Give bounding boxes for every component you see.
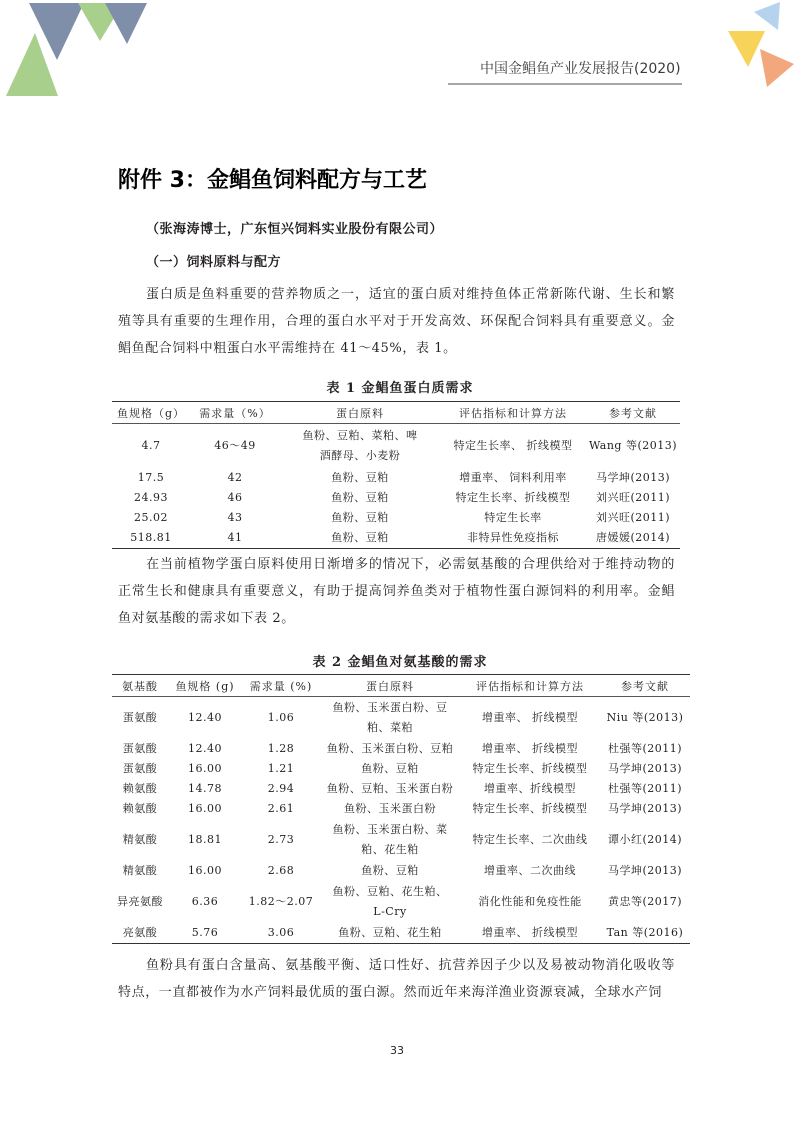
column-header: 需求量 (%) xyxy=(242,675,320,697)
table-cell: 鱼粉、豆粕、花生粕、L-Cry xyxy=(332,885,448,918)
table-cell: Wang 等(2013) xyxy=(588,439,678,452)
table-cell: 43 xyxy=(227,511,243,524)
table-cell: 46～49 xyxy=(214,439,256,452)
table-cell: 增重率、 折线模型 xyxy=(460,923,600,944)
table-cell: 蛋氨酸 xyxy=(122,742,158,755)
protein-requirement-table xyxy=(112,401,680,549)
table-cell: 异亮氨酸 xyxy=(117,895,163,908)
table-cell: 4.7 xyxy=(141,439,161,452)
table-cell: 2.73 xyxy=(267,833,295,846)
section-heading: （一）饲料原料与配方 xyxy=(146,255,282,270)
table-cell: 18.81 xyxy=(188,833,222,846)
table-cell: 特定生长率、折线模型 xyxy=(472,802,588,815)
column-header: 氨基酸 xyxy=(112,675,168,697)
table1-caption: 表 1 金鲳鱼蛋白质需求 xyxy=(326,381,474,396)
table-cell: 杜强等(2011) xyxy=(607,742,683,755)
table-cell: 1.28 xyxy=(267,742,295,755)
table-cell: 鱼粉、豆粕 xyxy=(331,471,389,484)
table-cell: Tan 等(2016) xyxy=(600,923,690,944)
table-cell: 特定生长率、折线模型 xyxy=(455,491,571,504)
table-cell: 25.02 xyxy=(134,511,168,524)
table-cell: 亮氨酸 xyxy=(112,923,168,944)
column-header: 蛋白原料 xyxy=(320,675,460,697)
paragraph-protein: 蛋白质是鱼料重要的营养物质之一，适宜的蛋白质对维持鱼体正常新陈代谢、生长和繁殖等具有重要的生理作用，合理的蛋白水平对于开发高效、环保配合饲料具有重要意义。金鲳鱼配合饲料中粗蛋白水平需维持在 41～45%，表 1。 xyxy=(118,287,675,356)
table-row xyxy=(112,739,690,759)
table-cell: 增重率、折线模型 xyxy=(484,782,576,795)
table-row xyxy=(112,468,680,488)
table-cell: 鱼粉、豆粕 xyxy=(361,864,419,877)
table-row xyxy=(112,528,680,549)
table-row xyxy=(112,799,690,819)
table-cell: 特定生长率、二次曲线 xyxy=(472,833,588,846)
table-cell: 马学坤(2013) xyxy=(607,762,683,775)
table-row xyxy=(112,759,690,779)
table-cell: 特定生长率、折线模型 xyxy=(472,762,588,775)
table-cell: 16.00 xyxy=(188,864,222,877)
table-cell: 马学坤(2013) xyxy=(607,864,683,877)
table-cell: 蛋氨酸 xyxy=(122,711,158,724)
table-cell: 刘兴旺(2011) xyxy=(595,511,671,524)
table-cell: 42 xyxy=(227,471,243,484)
table-header-row xyxy=(112,675,690,697)
table-cell: 16.00 xyxy=(188,802,222,815)
table-cell: 马学坤(2013) xyxy=(607,802,683,815)
table-cell: 特定生长率、 折线模型 xyxy=(453,439,573,452)
column-header: 蛋白原料 xyxy=(280,402,440,424)
table-cell: 鱼粉、玉米蛋白粉、菜粕、花生粕 xyxy=(332,823,448,856)
table2-caption: 表 2 金鲳鱼对氨基酸的需求 xyxy=(312,655,488,670)
table-cell: Niu 等(2013) xyxy=(606,711,684,724)
paragraph-amino-acid: 在当前植物学蛋白原料使用日渐增多的情况下，必需氨基酸的合理供给对于维持动物的正常生长和健康具有重要意义，有助于提高饲养鱼类对于植物性蛋白源饲料的利用率。金鲳鱼对氨基酸的需求如下表 2。 xyxy=(118,557,675,626)
table-cell: 增重率、 折线模型 xyxy=(482,711,578,724)
table-cell: 1.82～2.07 xyxy=(248,895,314,908)
table-cell: 黄忠等(2017) xyxy=(607,895,683,908)
column-header: 评估指标和计算方法 xyxy=(460,675,600,697)
amino-acid-requirement-table xyxy=(112,674,690,944)
table-cell: 518.81 xyxy=(112,528,190,549)
table-cell: 唐媛媛(2014) xyxy=(586,528,680,549)
table-cell: 17.5 xyxy=(137,471,165,484)
table-cell: 增重率、二次曲线 xyxy=(484,864,576,877)
table-cell: 鱼粉、玉米蛋白粉、豆粕 xyxy=(326,742,454,755)
table-row xyxy=(112,881,690,923)
table-cell: 刘兴旺(2011) xyxy=(595,491,671,504)
paragraph-fishmeal: 鱼粉具有蛋白含量高、氨基酸平衡、适口性好、抗营养因子少以及易被动物消化吸收等特点，一直都被作为水产饲料最优质的蛋白源。然而近年来海洋渔业资源衰减，全球水产饲 xyxy=(118,958,675,1000)
table-cell: 特定生长率 xyxy=(484,511,542,524)
triangle-sky xyxy=(754,2,780,30)
table-cell: 鱼粉、豆粕 xyxy=(331,511,389,524)
table-cell: 2.94 xyxy=(267,782,295,795)
column-header: 参考文献 xyxy=(600,675,690,697)
triangle-yellow xyxy=(728,31,765,67)
table-cell: 12.40 xyxy=(188,742,222,755)
table-row xyxy=(112,424,680,469)
triangle-slate-right xyxy=(105,3,147,44)
column-header: 鱼规格 (g) xyxy=(168,675,242,697)
table-cell: 2.68 xyxy=(267,864,295,877)
table-row xyxy=(112,488,680,508)
table-cell: 消化性能和免疫性能 xyxy=(478,895,582,908)
table-cell: 12.40 xyxy=(188,711,222,724)
table-cell: 鱼粉、豆粕、玉米蛋白粉 xyxy=(326,782,454,795)
header-divider xyxy=(448,83,682,85)
table-cell: 鱼粉、豆粕 xyxy=(331,491,389,504)
table-cell: 5.76 xyxy=(168,923,242,944)
table-cell: 精氨酸 xyxy=(122,864,158,877)
table-cell: 1.21 xyxy=(267,762,295,775)
running-header-title: 中国金鲳鱼产业发展报告(2020) xyxy=(480,61,681,77)
author-affiliation: （张海涛博士，广东恒兴饲料实业股份有限公司） xyxy=(146,222,444,237)
table-cell: 2.61 xyxy=(267,802,295,815)
table-cell: 14.78 xyxy=(188,782,222,795)
table-row xyxy=(112,923,690,944)
table-cell: 谭小红(2014) xyxy=(607,833,683,846)
table-cell: 41 xyxy=(190,528,280,549)
table-cell: 蛋氨酸 xyxy=(122,762,158,775)
column-header: 参考文献 xyxy=(586,402,680,424)
table-cell: 增重率、 折线模型 xyxy=(482,742,578,755)
table-row xyxy=(112,861,690,881)
column-header: 需求量（%） xyxy=(190,402,280,424)
table-header-row xyxy=(112,402,680,424)
table-cell: 3.06 xyxy=(242,923,320,944)
table-cell: 赖氨酸 xyxy=(122,802,158,815)
table-cell: 非特异性免疫指标 xyxy=(440,528,586,549)
header-decoration xyxy=(0,0,794,100)
table-cell: 鱼粉、玉米蛋白粉、豆粕、菜粕 xyxy=(332,701,448,734)
table-cell: 马学坤(2013) xyxy=(595,471,671,484)
table-cell: 6.36 xyxy=(191,895,219,908)
table-cell: 24.93 xyxy=(134,491,168,504)
table-cell: 增重率、 饲料利用率 xyxy=(459,471,567,484)
table-row xyxy=(112,779,690,799)
table-cell: 鱼粉、豆粕 xyxy=(361,762,419,775)
table-cell: 精氨酸 xyxy=(122,833,158,846)
column-header: 鱼规格（g） xyxy=(112,402,190,424)
table-cell: 16.00 xyxy=(188,762,222,775)
table-cell: 46 xyxy=(227,491,243,504)
chapter-title: 附件 3：金鲳鱼饲料配方与工艺 xyxy=(118,168,427,193)
table-cell: 1.06 xyxy=(267,711,295,724)
table-row xyxy=(112,697,690,740)
table-row xyxy=(112,508,680,528)
table-cell: 鱼粉、玉米蛋白粉 xyxy=(344,802,436,815)
column-header: 评估指标和计算方法 xyxy=(440,402,586,424)
table-cell: 杜强等(2011) xyxy=(607,782,683,795)
page-number: 33 xyxy=(390,1044,404,1057)
triangle-orange xyxy=(760,49,794,87)
table-cell: 鱼粉、豆粕 xyxy=(280,528,440,549)
table-cell: 赖氨酸 xyxy=(122,782,158,795)
table-row xyxy=(112,819,690,861)
table-cell: 鱼粉、豆粕、菜粕、啤酒酵母、小麦粉 xyxy=(302,429,418,462)
table-cell: 鱼粉、豆粕、花生粕 xyxy=(320,923,460,944)
